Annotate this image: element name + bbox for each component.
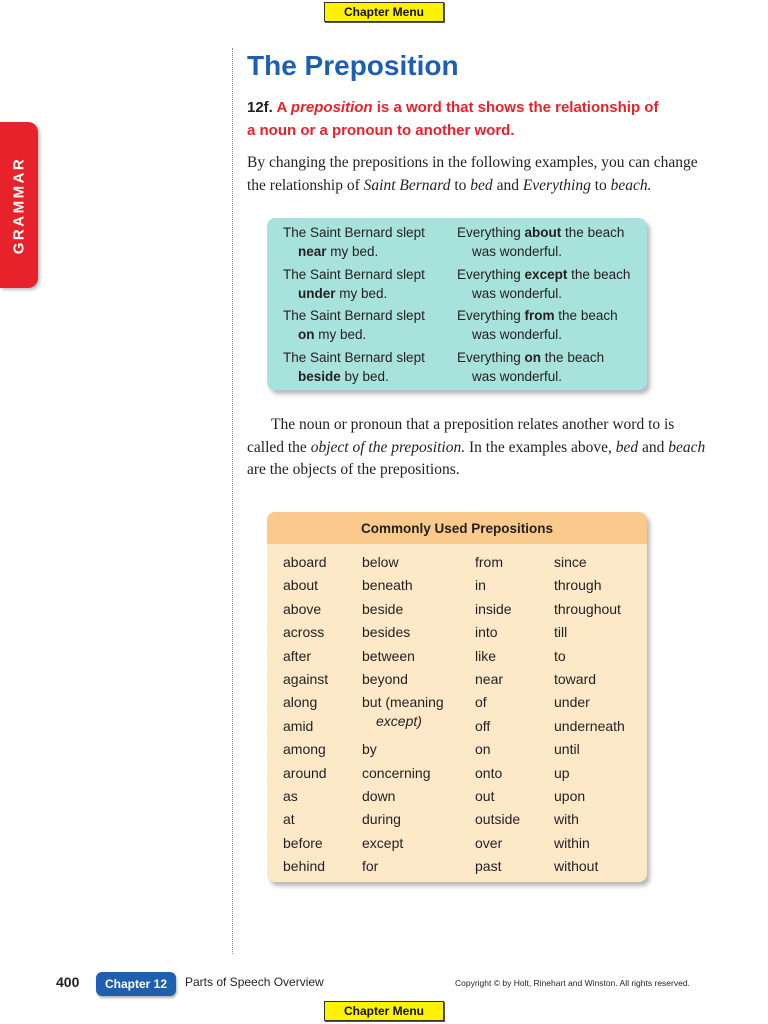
example-left-line1: The Saint Bernard slept	[283, 349, 425, 365]
obj-t2: In the examples above,	[465, 438, 616, 456]
preposition-item: behind	[283, 858, 326, 875]
obj-i1: object of the preposition.	[310, 438, 466, 456]
example-row	[283, 223, 647, 265]
example-left-post: my bed.	[335, 285, 388, 301]
preposition-item: out	[475, 787, 495, 804]
prep-column-2	[362, 552, 444, 879]
example-left-post: my bed.	[314, 327, 367, 342]
example-right-post: the beach	[554, 308, 618, 323]
intro-i1: Saint Bernard	[363, 176, 451, 194]
preposition-item: off	[475, 717, 491, 734]
preposition-item: around	[283, 764, 327, 781]
example-left	[283, 223, 457, 265]
preposition-item: under	[554, 694, 590, 711]
preposition-item: against	[283, 670, 329, 687]
example-right-prep: about	[524, 225, 562, 240]
preposition-item: of	[475, 694, 487, 711]
example-left-prep: under	[298, 285, 336, 301]
obj-i2: bed	[615, 438, 639, 456]
copyright-notice: Copyright © by Holt, Rinehart and Winston. All rights reserved.	[455, 978, 690, 988]
preposition-item: up	[554, 764, 570, 781]
preposition-item: toward	[554, 670, 597, 687]
example-right-line2: was wonderful.	[472, 368, 563, 384]
example-right-prep: from	[524, 308, 555, 323]
example-row	[283, 265, 647, 307]
preposition-item: into	[475, 624, 498, 641]
example-row	[283, 348, 647, 390]
example-right-line2: was wonderful.	[472, 244, 563, 259]
preposition-item: through	[554, 577, 602, 594]
preposition-item: among	[283, 741, 326, 758]
intro-t4: to	[590, 176, 611, 194]
preposition-item: to	[554, 647, 566, 664]
prepositions-grid	[267, 544, 647, 875]
example-left-line1: The Saint Bernard slept	[283, 266, 425, 282]
preposition-item: from	[475, 554, 503, 570]
example-left-prep: beside	[298, 368, 341, 384]
preposition-item: outside	[475, 811, 521, 828]
preposition-item: over	[475, 834, 503, 851]
example-right	[457, 223, 631, 265]
example-right-line1	[457, 223, 631, 242]
page-title: The Preposition	[247, 50, 459, 81]
preposition-item: without	[554, 858, 599, 875]
example-left-line2	[283, 367, 457, 386]
example-left-line2	[283, 284, 457, 303]
side-tab-label: GRAMMAR	[10, 156, 28, 254]
preposition-item: like	[475, 647, 497, 664]
rule-term: preposition	[290, 99, 373, 116]
preposition-item: aboard	[283, 554, 327, 570]
example-left	[283, 306, 457, 348]
example-right-post: the beach	[541, 349, 605, 365]
preposition-item: at	[283, 811, 295, 828]
example-right-pre: Everything	[457, 308, 525, 323]
preposition-item: before	[283, 834, 323, 851]
preposition-item: with	[554, 811, 579, 828]
preposition-item: underneath	[554, 717, 625, 734]
example-right-line1	[457, 265, 631, 284]
preposition-item: except	[362, 834, 404, 851]
preposition-item: down	[362, 787, 396, 804]
example-right	[457, 306, 631, 348]
example-left-prep: near	[298, 244, 327, 259]
preposition-item: above	[283, 600, 322, 617]
prepositions-table	[267, 512, 647, 882]
preposition-item: within	[554, 834, 590, 851]
preposition-item: below	[362, 554, 399, 570]
example-left-line1: The Saint Bernard slept	[283, 308, 425, 323]
preposition-item: beneath	[362, 577, 413, 594]
chapter-badge[interactable]: Chapter 12	[96, 972, 176, 996]
example-left-prep: on	[298, 327, 315, 342]
preposition-item: in	[475, 577, 486, 594]
example-left-line2	[283, 325, 457, 344]
example-right-pre: Everything	[457, 225, 525, 240]
page-footer	[0, 970, 768, 998]
chapter-menu-button-bottom[interactable]: Chapter Menu	[324, 1001, 444, 1021]
example-left	[283, 348, 457, 390]
preposition-item: as	[283, 787, 298, 804]
example-right	[457, 348, 631, 390]
preposition-item: during	[362, 811, 401, 828]
preposition-item: amid	[283, 717, 314, 734]
example-right-prep: except	[524, 266, 568, 282]
example-right-line2: was wonderful.	[472, 327, 563, 342]
intro-i4: beach.	[610, 176, 652, 194]
example-right-line1	[457, 348, 631, 367]
example-right-line2: was wonderful.	[472, 285, 563, 301]
preposition-item: after	[283, 647, 312, 664]
preposition-item: onto	[475, 764, 503, 781]
preposition-item: across	[283, 624, 325, 641]
example-row	[283, 306, 647, 348]
rule-text-1: A	[272, 99, 291, 116]
preposition-item: throughout	[554, 600, 621, 617]
example-left	[283, 265, 457, 307]
example-right-post: the beach	[567, 266, 631, 282]
page-number: 400	[56, 974, 80, 990]
preposition-item: for	[362, 858, 379, 875]
preposition-item: concerning	[362, 764, 431, 781]
obj-t4: are the objects of the prepositions.	[247, 461, 460, 478]
intro-paragraph	[247, 152, 707, 197]
obj-t1: The noun or pronoun that a preposition relates another word to is called the	[247, 416, 675, 456]
preposition-item: on	[475, 741, 491, 758]
examples-box	[267, 218, 647, 390]
preposition-sub: except)	[376, 713, 422, 730]
example-right-pre: Everything	[457, 266, 525, 282]
example-right-pre: Everything	[457, 349, 525, 365]
rule-definition	[247, 96, 667, 142]
preposition-item: beyond	[362, 670, 408, 687]
footer-chapter-title: Parts of Speech Overview	[185, 975, 324, 989]
intro-t1: By changing the prepositions in the following examples, you can change the relationship of	[247, 154, 698, 194]
intro-t2: to	[450, 176, 471, 194]
obj-i3: beach	[668, 438, 706, 456]
margin-divider	[232, 48, 233, 954]
intro-i2: bed	[470, 176, 493, 194]
prep-column-3	[475, 552, 520, 879]
object-paragraph	[247, 414, 707, 482]
prep-column-1	[283, 552, 328, 879]
intro-t3: and	[492, 176, 523, 194]
preposition-item: about	[283, 577, 319, 594]
grammar-side-tab	[0, 122, 38, 288]
preposition-item: beside	[362, 600, 404, 617]
preposition-item: by	[362, 741, 377, 758]
preposition-item: until	[554, 741, 580, 758]
example-right	[457, 265, 631, 307]
preposition-item: near	[475, 670, 504, 687]
prepositions-heading: Commonly Used Prepositions	[267, 512, 647, 544]
example-left-line2	[283, 242, 457, 261]
rule-number: 12f.	[247, 99, 273, 116]
example-left-line1: The Saint Bernard slept	[283, 225, 425, 240]
preposition-item: between	[362, 647, 415, 664]
obj-t3: and	[638, 438, 669, 456]
preposition-item: past	[475, 858, 502, 875]
example-left-post: by bed.	[340, 368, 389, 384]
example-right-post: the beach	[561, 225, 625, 240]
rule-text-2: is a word that shows the relationship of a noun or a pronoun to another word.	[247, 99, 659, 139]
preposition-main: but (meaning	[362, 694, 444, 711]
preposition-item: inside	[475, 600, 512, 617]
example-right-line1	[457, 306, 631, 325]
intro-i3: Everything	[522, 176, 591, 194]
preposition-item: till	[554, 624, 568, 641]
preposition-item: besides	[362, 624, 411, 641]
example-right-prep: on	[524, 349, 542, 365]
preposition-item: since	[554, 554, 587, 570]
chapter-menu-button-top[interactable]: Chapter Menu	[324, 2, 444, 22]
preposition-item: upon	[554, 787, 586, 804]
prep-column-4	[554, 552, 625, 879]
preposition-item: along	[283, 694, 318, 711]
example-left-post: my bed.	[326, 244, 379, 259]
preposition-item	[362, 692, 444, 739]
